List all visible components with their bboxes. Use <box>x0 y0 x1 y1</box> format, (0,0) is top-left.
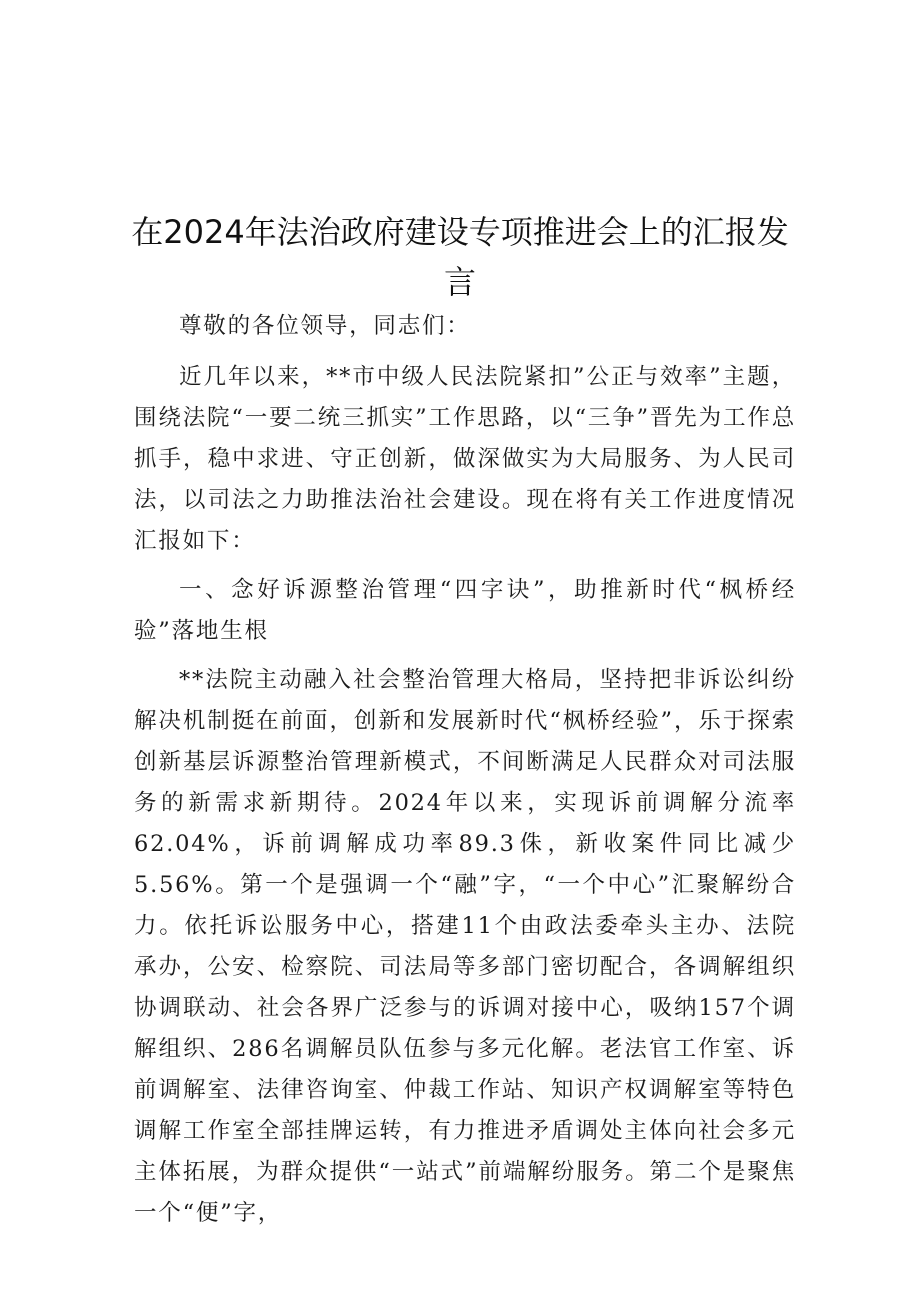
paragraph-section-1: **法院主动融入社会整治管理大格局，坚持把非诉讼纠纷解决机制挺在前面，创新和发展新时代“枫桥经验”，乐于探索创新基层诉源整治管理新模式，不间断满足人民群众对司法服务的新需求新期待。2024年以来，实现诉前调解分流率62.04%，诉前调解成功率89.3侏，新收案件同比减少5.56%。第一个是强调一个“融”字，“一个中心”汇聚解纷合力。依托诉讼服务中心，搭建11个由政法委牵头主办、法院承办，公安、检察院、司法局等多部门密切配合，各调解组织协调联动、社会各界广泛参与的诉调对接中心，吸纳157个调解组织、286名调解员队伍参与多元化解。老法官工作室、诉前调解室、法律咨询室、仲裁工作站、知识产权调解室等特色调解工作室全部挂牌运转，有力推进矛盾调处主体向社会多元主体拓展，为群众提供“一站式”前端解纷服务。第二个是聚焦一个“便”字， <box>134 667 796 1226</box>
paragraph-intro: 近几年以来，**市中级人民法院紧扣”公正与效率”主题，围绕法院“一要二统三抓实”工作思路，以“三争”晋先为工作总抓手，稳中求进、守正创新，做深做实为大局服务、为人民司法，以司法之力助推法治社会建设。现在将有关工作进度情况汇报如下： <box>134 364 796 554</box>
document-body <box>134 306 796 1234</box>
salutation: 尊敬的各位领导，同志们： <box>179 313 471 339</box>
document-title: 在2024年法治政府建设专项推进会上的汇报发言 <box>131 213 789 302</box>
section-heading-1: 一、念好诉源整治管理“四字诀”，助推新时代“枫桥经验”落地生根 <box>134 577 796 644</box>
